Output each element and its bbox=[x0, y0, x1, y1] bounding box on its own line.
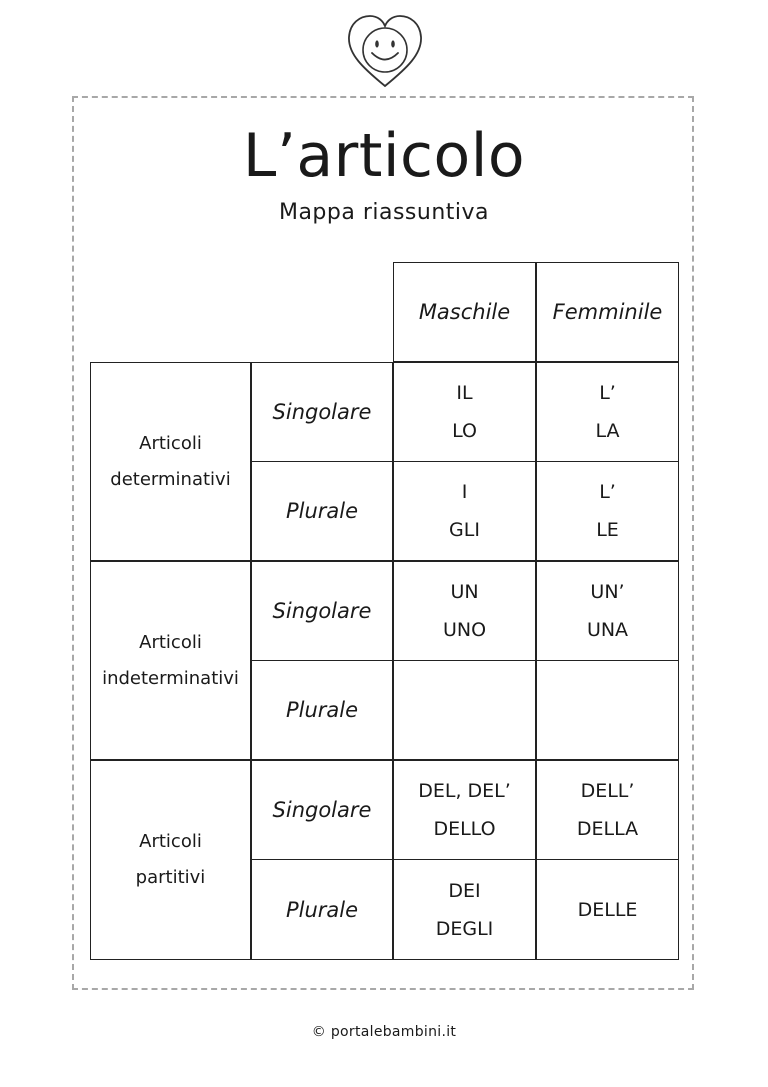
number-label: Plurale bbox=[251, 461, 393, 561]
cell-masc-plural-empty bbox=[393, 660, 536, 760]
smiley-heart-icon bbox=[345, 12, 425, 90]
number-label: Plurale bbox=[251, 660, 393, 760]
category-partitivi: Articoli partitivi bbox=[90, 760, 251, 960]
category-determinativi: Articoli determinativi bbox=[90, 362, 251, 561]
cell-masc-singular: UN UNO bbox=[393, 561, 536, 661]
page-title: L’articolo bbox=[242, 121, 526, 191]
cell-fem-singular: DELL’ DELLA bbox=[536, 760, 679, 860]
cell-fem-plural: DELLE bbox=[536, 859, 679, 960]
header-femminile: Femminile bbox=[536, 262, 679, 362]
cell-masc-singular: DEL, DEL’ DELLO bbox=[393, 760, 536, 860]
cell-masc-singular: IL LO bbox=[393, 362, 536, 462]
header-maschile: Maschile bbox=[393, 262, 536, 362]
number-label: Plurale bbox=[251, 859, 393, 960]
cell-masc-plural: DEI DEGLI bbox=[393, 859, 536, 960]
copyright-footer: © portalebambini.it bbox=[311, 1024, 457, 1040]
number-label: Singolare bbox=[251, 362, 393, 462]
number-label: Singolare bbox=[251, 760, 393, 860]
cell-masc-plural: I GLI bbox=[393, 461, 536, 561]
cell-fem-singular: UN’ UNA bbox=[536, 561, 679, 661]
cell-fem-plural: L’ LE bbox=[536, 461, 679, 561]
category-indeterminativi: Articoli indeterminativi bbox=[90, 561, 251, 760]
cell-fem-plural-empty bbox=[536, 660, 679, 760]
cell-fem-singular: L’ LA bbox=[536, 362, 679, 462]
page-subtitle: Mappa riassuntiva bbox=[278, 200, 490, 225]
number-label: Singolare bbox=[251, 561, 393, 661]
